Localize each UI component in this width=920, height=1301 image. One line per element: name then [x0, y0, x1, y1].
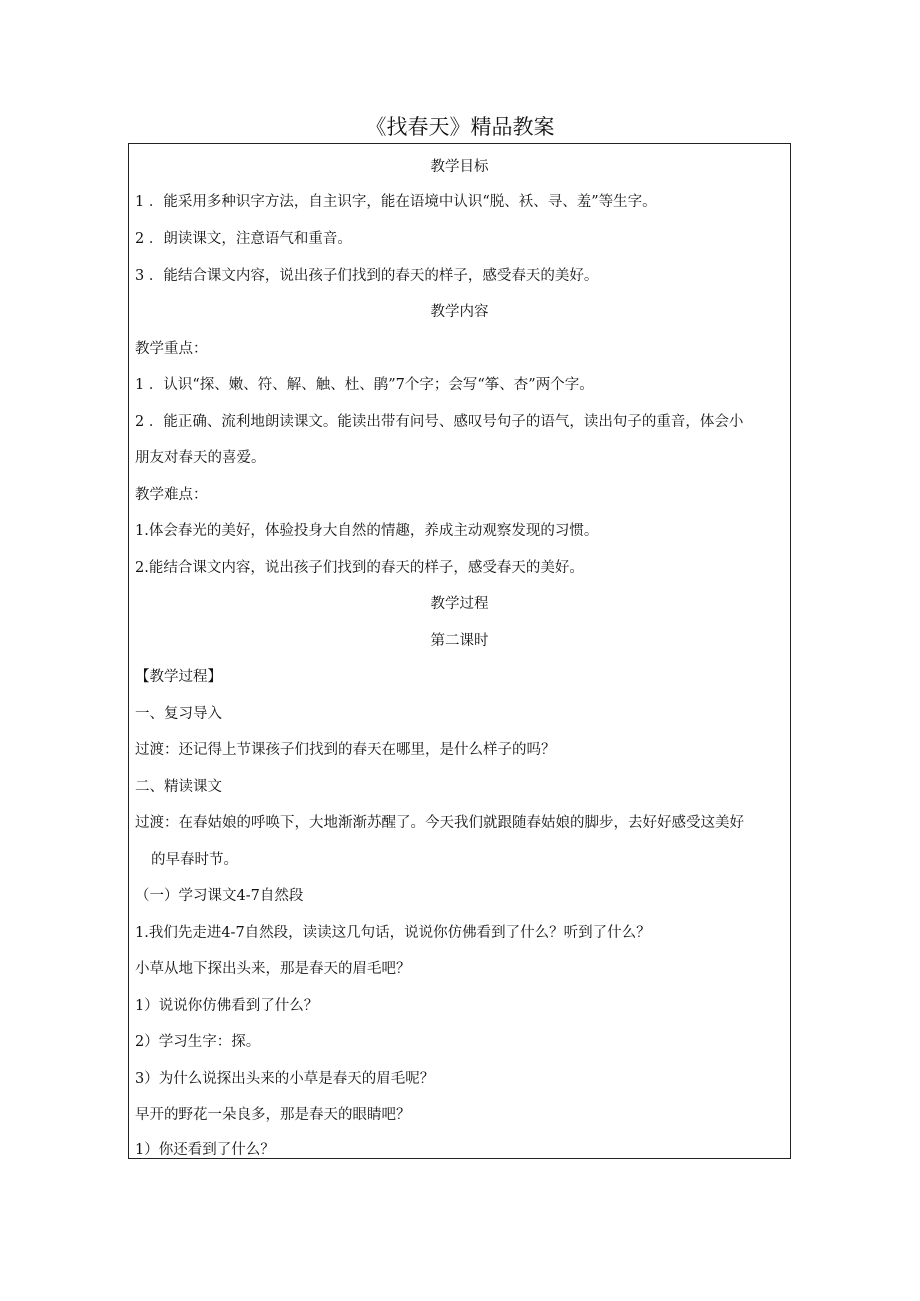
section-heading-process: 教学过程 — [430, 596, 489, 612]
section-heading-content: 教学内容 — [430, 304, 489, 320]
transition-2-continued: 的早春时节。 — [151, 852, 238, 868]
difficulty-2: 2.能结合课文内容，说出孩子们找到的春天的样子，感受春天的美好。 — [135, 560, 584, 576]
objective-1: 1 ．能采用多种识字方法，自主识字，能在语境中认识“脱、袄、寻、羞”等生字。 — [135, 194, 657, 210]
lesson-plan-table — [128, 143, 791, 1159]
process-label: 【教学过程】 — [135, 669, 222, 685]
key-point-2-continued: 朋友对春天的喜爱。 — [135, 450, 266, 466]
transition-1: 过渡：还记得上节课孩子们找到的春天在哪里，是什么样子的吗？ — [135, 742, 556, 758]
difficulties-label: 教学难点： — [135, 487, 208, 503]
activity-1: 1.我们先走进4-7自然段，读读这几句话，说说你仿佛看到了什么？听到了什么？ — [135, 925, 651, 941]
objective-3: 3 ．能结合课文内容，说出孩子们找到的春天的样子，感受春天的美好。 — [135, 268, 599, 284]
document-title: 《找春天》精品教案 — [365, 115, 555, 139]
key-point-2: 2 ．能正确、流利地朗读课文。能读出带有问号、感叹号句子的语气，读出句子的重音，体会小 — [135, 414, 744, 430]
difficulty-1: 1.体会春光的美好，体验投身大自然的情趣，养成主动观察发现的习惯。 — [135, 523, 599, 539]
text-quote-grass: 小草从地下探出头来，那是春天的眉毛吧？ — [135, 961, 411, 977]
text-quote-flowers: 早开的野花一朵良多，那是春天的眼睛吧？ — [135, 1107, 411, 1123]
subsection-paragraphs-4-7: （一）学习课文4-7自然段 — [135, 888, 304, 904]
transition-2: 过渡：在春姑娘的呼唤下，大地渐渐苏醒了。今天我们就跟随春姑娘的脚步，去好好感受这美好 — [135, 815, 744, 831]
step-review: 一、复习导入 — [135, 706, 222, 722]
question-3: 3）为什么说探出头来的小草是春天的眉毛呢？ — [135, 1071, 435, 1087]
key-point-1: 1 ．认识“探、嫩、符、解、触、杜、鹃”7个字；会写“筝、杏”两个字。 — [135, 377, 594, 393]
section-heading-objectives: 教学目标 — [430, 159, 489, 175]
key-points-label: 教学重点： — [135, 341, 208, 357]
question-4: 1）你还看到了什么？ — [135, 1142, 275, 1158]
objective-2: 2 ．朗读课文，注意语气和重音。 — [135, 231, 352, 247]
lesson-period: 第二课时 — [430, 633, 489, 649]
step-close-reading: 二、精读课文 — [135, 779, 222, 795]
question-2: 2）学习生字：探。 — [135, 1034, 261, 1050]
question-1: 1）说说你仿佛看到了什么？ — [135, 998, 319, 1014]
